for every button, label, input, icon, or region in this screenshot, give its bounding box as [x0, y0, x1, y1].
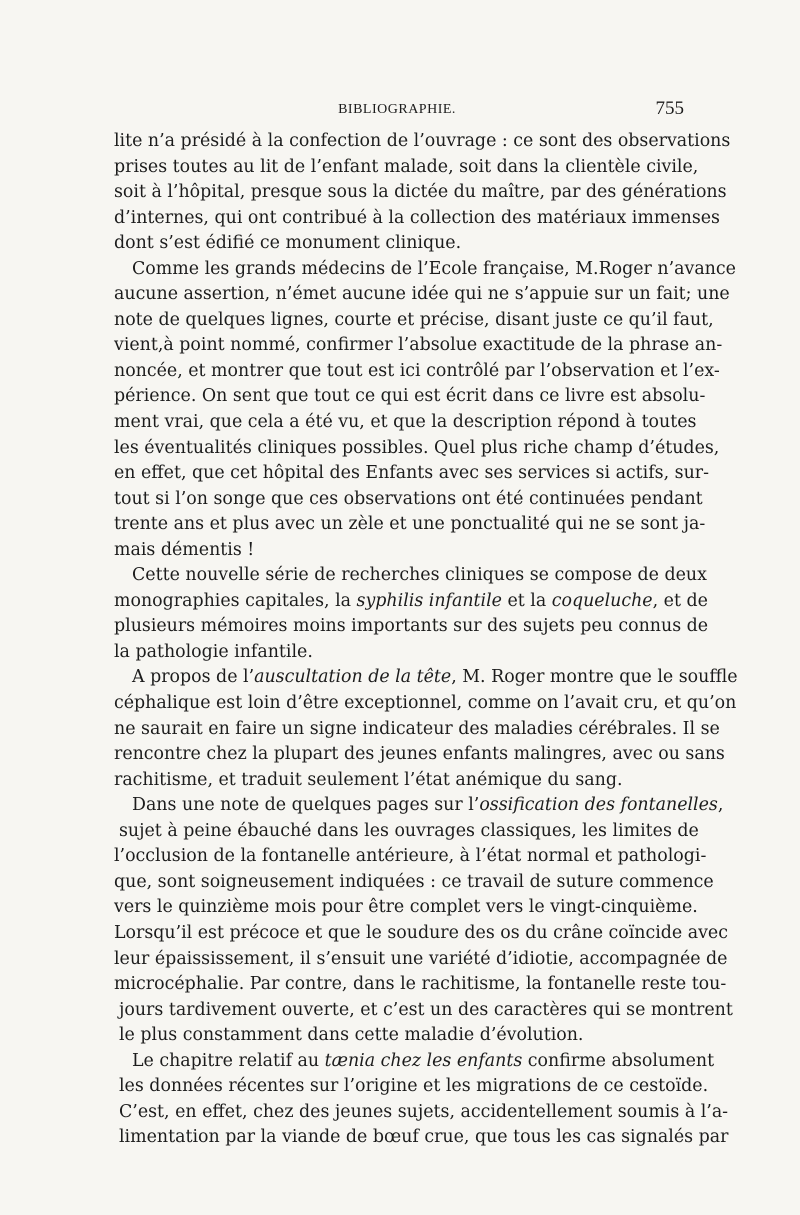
text-segment: Dans une note de quelques pages sur l’	[132, 795, 480, 816]
italic-title: ossification des fontanelles	[479, 795, 718, 816]
text-segment: ,	[717, 795, 724, 816]
text-segment: Le chapitre relatif au	[132, 1050, 325, 1071]
text-line: en effet, que cet hôpital des Enfants avec ses services si actifs, sur-	[114, 463, 709, 484]
text-line: leur épaississement, il s’ensuit une variété d’idiotie, accompagnée de	[114, 948, 728, 969]
text-segment: , et de	[652, 590, 708, 611]
text-line: soit à l’hôpital, presque sous la dictée du maître, par des générations	[114, 182, 727, 203]
text-segment: et la	[501, 590, 552, 611]
text-line: la pathologie infantile.	[114, 641, 313, 662]
text-line: les données récentes sur l’origine et les migrations de ce cestoïde.	[119, 1076, 709, 1097]
text-line: plusieurs mémoires moins importants sur des sujets peu connus de	[114, 616, 709, 637]
body-text	[114, 129, 738, 1151]
text-line: céphalique est loin d’être exceptionnel, comme on l’avait cru, et qu’on	[114, 693, 737, 714]
text-line: noncée, et montrer que tout est ici contrôlé par l’observation et l’ex-	[114, 360, 720, 381]
text-segment: monographies capitales, la	[114, 590, 357, 611]
running-header	[110, 98, 684, 124]
text-line: C’est, en effet, chez des jeunes sujets, accidentellement soumis à l’a-	[119, 1101, 729, 1122]
paragraph-first-line: Comme les grands médecins de l’Ecole française, M.Roger n’avance	[132, 258, 736, 279]
text-line: périence. On sent que tout ce qui est écrit dans ce livre est absolu-	[114, 386, 706, 407]
italic-title: tænia chez les enfants	[324, 1050, 523, 1071]
running-title: BIBLIOGRAPHIE.	[338, 102, 456, 117]
text-line: ne saurait en faire un signe indicateur des maladies cérébrales. Il se	[114, 718, 720, 739]
italic-title: auscultation de la tête	[254, 667, 452, 688]
text-line: rencontre chez la plupart des jeunes enfants malingres, avec ou sans	[114, 744, 725, 765]
text-line: prises toutes au lit de l’enfant malade, soit dans la clientèle civile,	[114, 156, 699, 177]
text-line: que, sont soigneusement indiquées : ce travail de suture commence	[114, 871, 714, 892]
text-line: mais démentis !	[114, 539, 255, 560]
text-line: Lorsqu’il est précoce et que le soudure des os du crâne coïncide avec	[114, 922, 728, 943]
text-line: le plus constamment dans cette maladie d’évolution.	[119, 1025, 584, 1046]
text-line: limentation par la viande de bœuf crue, que tous les cas signalés par	[119, 1127, 729, 1148]
text-line: ment vrai, que cela a été vu, et que la description répond à toutes	[114, 412, 697, 433]
text-line-with-italics	[114, 1049, 715, 1075]
text-line-with-italics	[114, 665, 738, 691]
page-number: 755	[655, 98, 684, 119]
text-line: microcéphalie. Par contre, dans le rachitisme, la fontanelle reste tou-	[114, 974, 727, 995]
text-line: tout si l’on songe que ces observations ont été continuées pendant	[114, 488, 703, 509]
text-line: rachitisme, et traduit seulement l’état anémique du sang.	[114, 769, 623, 790]
text-line: vers le quinzième mois pour être complet vers le vingt-cinquième.	[114, 897, 698, 918]
text-line: aucune assertion, n’émet aucune idée qui ne s’appuie sur un fait; une	[114, 284, 730, 305]
text-segment: A propos de l’	[132, 667, 255, 688]
text-line: trente ans et plus avec un zèle et une ponctualité qui ne se sont ja-	[114, 514, 706, 535]
text-line: l’occlusion de la fontanelle antérieure, à l’état normal et pathologi-	[114, 846, 707, 867]
text-line: lite n’a présidé à la confection de l’ouvrage : ce sont des observations	[114, 131, 731, 151]
text-line: les éventualités cliniques possibles. Quel plus riche champ d’études,	[114, 437, 720, 458]
italic-title: syphilis infantile	[356, 590, 502, 611]
text-line: jours tardivement ouverte, et c’est un des caractères qui se montrent	[119, 999, 733, 1020]
text-segment: confirme absolument	[522, 1050, 715, 1071]
text-line: sujet à peine ébauché dans les ouvrages classiques, les limites de	[119, 820, 699, 841]
text-line: dont s’est édifié ce monument clinique.	[114, 233, 462, 254]
text-line: note de quelques lignes, courte et précise, disant juste ce qu’il faut,	[114, 309, 714, 330]
text-line-with-italics	[114, 793, 724, 819]
paragraph-first-line: Cette nouvelle série de recherches cliniques se compose de deux	[132, 565, 707, 586]
text-segment: , M. Roger montre que le souffle	[451, 667, 738, 688]
text-line-with-italics	[114, 589, 708, 615]
italic-title: coqueluche	[551, 590, 653, 611]
text-line: vient,à point nommé, confirmer l’absolue exactitude de la phrase an-	[114, 335, 723, 356]
text-line: d’internes, qui ont contribué à la collection des matériaux immenses	[114, 207, 720, 228]
